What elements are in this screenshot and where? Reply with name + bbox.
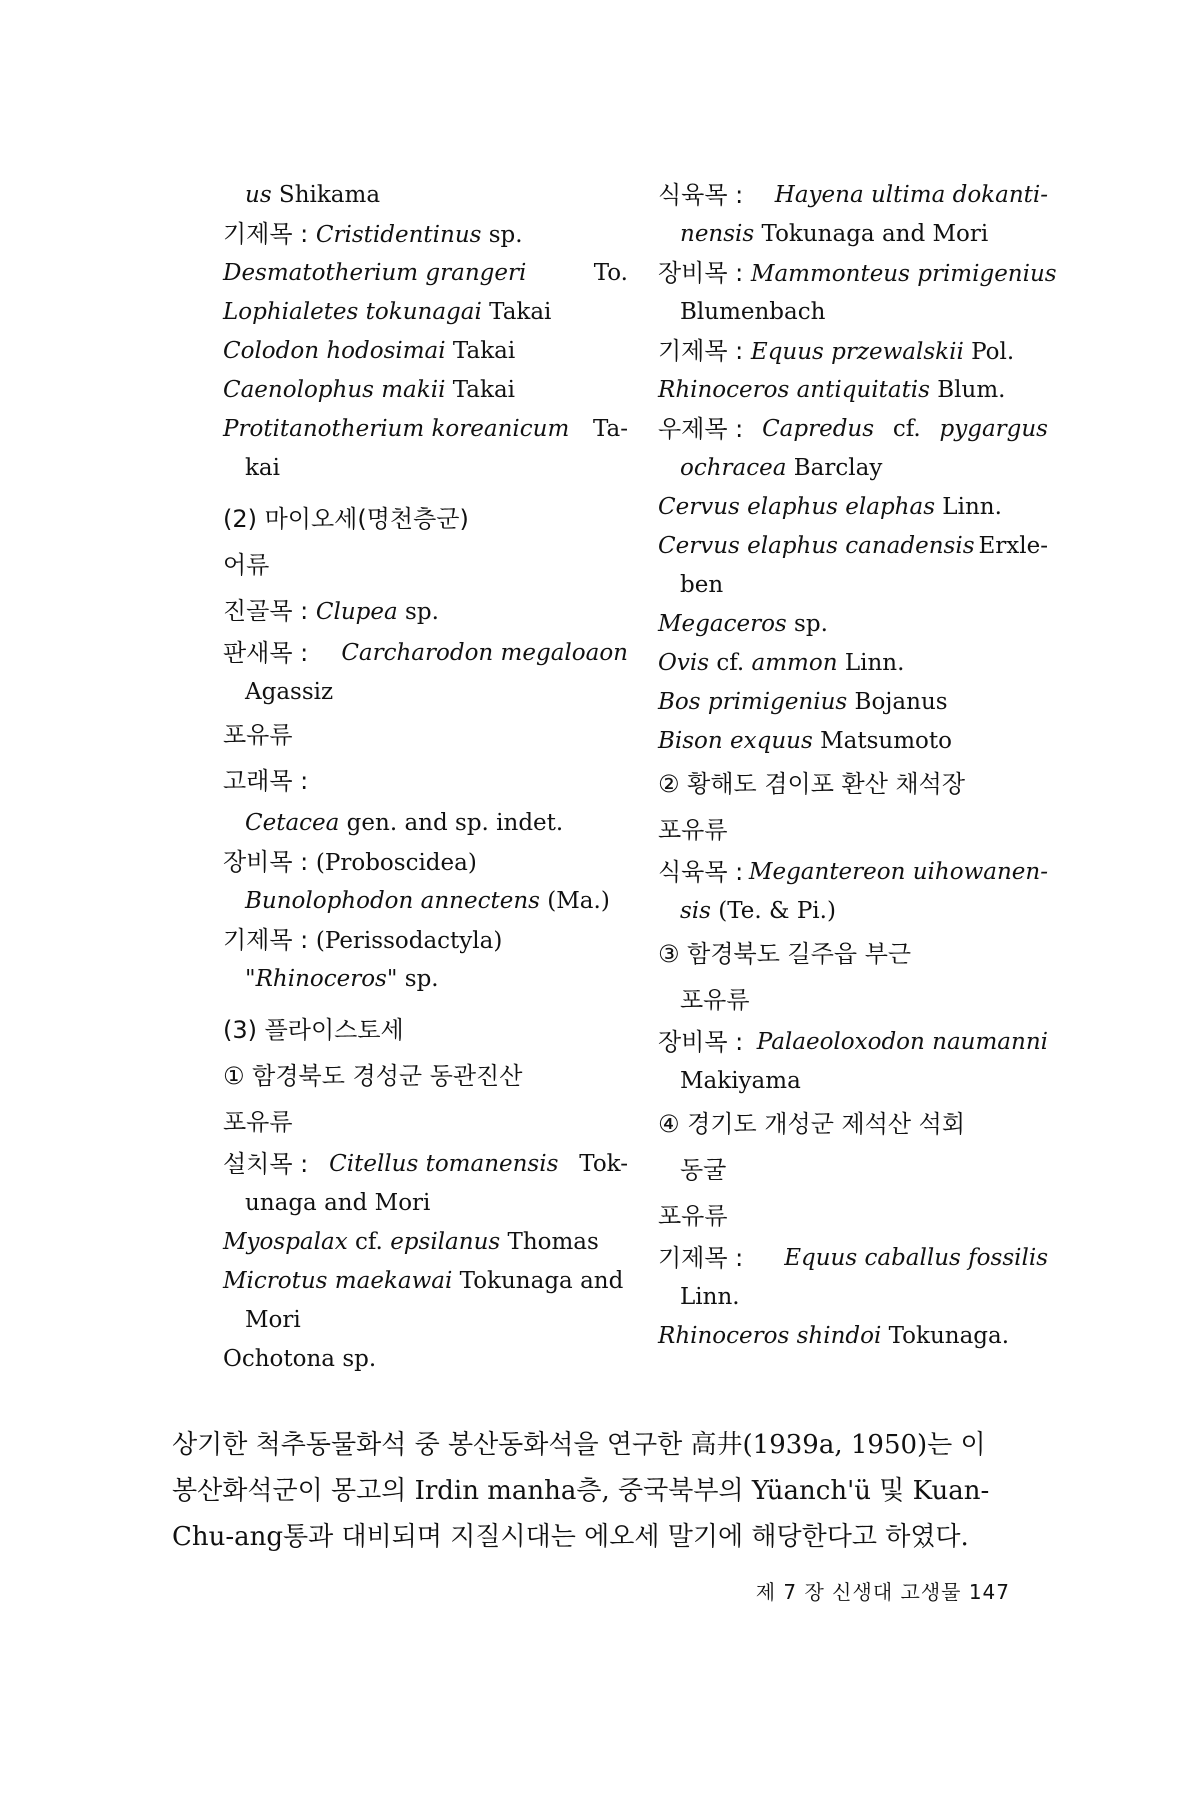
- entry-text: gen. and sp. indet.: [339, 810, 564, 836]
- heading-text: 진골목 :: [223, 597, 316, 625]
- entry-line: [658, 1147, 1048, 1193]
- heading-text: ① 함경북도 경성군 동관진산: [223, 1062, 523, 1090]
- entry-line: [223, 254, 628, 293]
- entry-line: [658, 293, 1048, 332]
- heading-text: ④ 경기도 개성군 제석산 석회: [658, 1110, 966, 1138]
- entry-text: Thomas: [500, 1229, 599, 1255]
- entry-line: [658, 722, 1048, 761]
- entry-line: [658, 410, 1048, 449]
- entry-text: Linn.: [680, 1284, 740, 1310]
- species-name: Cervus elaphus elaphas: [658, 494, 935, 520]
- entry-line: [658, 1062, 1048, 1101]
- entry-line: [658, 449, 1048, 488]
- entry-text: sp.: [397, 599, 439, 625]
- entry-text: Linn.: [935, 494, 1002, 520]
- species-name: Lophialetes tokunagai: [223, 299, 482, 325]
- heading-text: 식육목 :: [658, 181, 744, 209]
- justified-line: [223, 254, 628, 293]
- entry-line: [223, 1262, 628, 1301]
- entry-line: [658, 1317, 1048, 1356]
- heading-text: 어류: [223, 551, 270, 579]
- entry-line: [223, 634, 628, 673]
- species-name: us: [245, 182, 272, 208]
- entry-line: [223, 1340, 628, 1379]
- heading-text: 포유류: [658, 816, 728, 844]
- heading-text: 포유류: [680, 986, 750, 1014]
- species-name: Cervus elaphus canadensis: [658, 533, 975, 559]
- heading-text: 식육목 :: [658, 858, 744, 886]
- page-footer: 제 7 장 신생대 고생물 147: [755, 1580, 1010, 1604]
- entry-text: kai: [245, 455, 281, 481]
- entry-text: Tokunaga.: [881, 1323, 1010, 1349]
- justified-line: [658, 853, 1048, 892]
- entry-line: [223, 843, 628, 882]
- entry-line: [223, 1007, 628, 1053]
- paragraph-line: [172, 1514, 1032, 1560]
- entry-text: Blum.: [929, 377, 1006, 403]
- entry-text: Erxle-: [978, 533, 1048, 559]
- entry-line: [223, 542, 628, 588]
- entry-text: cf.: [347, 1229, 391, 1255]
- heading-text: (2) 마이오세(명천층군): [223, 505, 469, 533]
- heading-text: ③ 함경북도 길주읍 부근: [658, 940, 912, 968]
- entry-text: sp.: [397, 966, 439, 992]
- entry-text: Pol.: [963, 339, 1015, 365]
- entry-line: [658, 892, 1048, 931]
- entry-line: [658, 527, 1048, 566]
- entry-line: [658, 761, 1048, 807]
- species-name: Equus caballus fossilis: [784, 1245, 1048, 1271]
- entry-line: [658, 977, 1048, 1023]
- entry-line: [223, 1184, 628, 1223]
- justified-line: [658, 1023, 1048, 1062]
- heading-text: 포유류: [223, 721, 293, 749]
- heading-text: 기제목 :: [223, 926, 316, 954]
- species-name: sis: [680, 898, 711, 924]
- species-name: Bunolophodon annectens: [245, 888, 540, 914]
- heading-text: 장비목 :: [658, 1028, 744, 1056]
- entry-line: [658, 644, 1048, 683]
- entry-text: Makiyama: [680, 1068, 801, 1094]
- heading-text: 기제목 :: [658, 337, 751, 365]
- entry-line: [223, 332, 628, 371]
- entry-line: [658, 931, 1048, 977]
- species-name: epsilanus: [390, 1229, 501, 1255]
- heading-text: 장비목 :: [223, 848, 316, 876]
- entry-text: Agassiz: [245, 679, 334, 705]
- entry-text: (Te. & Pi.): [710, 898, 836, 924]
- entry-line: [658, 807, 1048, 853]
- entry-text: Ta-: [592, 416, 628, 442]
- entry-text: Linn.: [837, 650, 905, 676]
- entry-line: [223, 1099, 628, 1145]
- entry-line: [223, 293, 628, 332]
- heading-text: 포유류: [658, 1202, 728, 1230]
- entry-line: [223, 1053, 628, 1099]
- entry-line: [658, 1239, 1048, 1278]
- entry-text: (Proboscidea): [315, 850, 477, 876]
- species-name: Microtus maekawai: [223, 1268, 453, 1294]
- justified-line: [658, 410, 1048, 449]
- species-name: Palaeoloxodon naumanni: [756, 1029, 1048, 1055]
- species-name: Bos primigenius: [658, 689, 848, 715]
- entry-line: [223, 1223, 628, 1262]
- species-name: "Rhinoceros": [245, 966, 398, 992]
- entry-line: [223, 588, 628, 634]
- entry-text: Takai: [481, 299, 552, 325]
- entry-line: [223, 921, 628, 960]
- paragraph-line: [172, 1468, 1032, 1514]
- paragraph-line: [172, 1422, 1032, 1468]
- heading-text: 기제목 :: [223, 220, 316, 248]
- entry-line: [658, 605, 1048, 644]
- justified-line: [223, 634, 628, 673]
- species-name: pygargus: [939, 416, 1048, 442]
- entry-text: Takai: [445, 338, 516, 364]
- entry-line: [223, 758, 628, 804]
- justified-line: [658, 176, 1048, 215]
- entry-line: [658, 176, 1048, 215]
- entry-text: Ochotona sp.: [223, 1346, 377, 1372]
- justified-line: [658, 1239, 1048, 1278]
- species-name: ammon: [751, 650, 838, 676]
- entry-line: [658, 683, 1048, 722]
- species-name: Citellus tomanensis: [329, 1151, 559, 1177]
- entry-line: [658, 1101, 1048, 1147]
- entry-line: [223, 804, 628, 843]
- entry-text: Tokunaga and: [452, 1268, 624, 1294]
- species-name: Clupea: [315, 599, 398, 625]
- entry-line: [223, 410, 628, 449]
- entry-text: ben: [680, 572, 724, 598]
- paragraph-text: Chu-ang통과 대비되며 지질시대는 에오세 말기에 해당한다고 하였다.: [172, 1522, 969, 1552]
- entry-text: Bojanus: [847, 689, 948, 715]
- entry-text: Barclay: [786, 455, 883, 481]
- entry-text: Tokunaga and Mori: [754, 221, 989, 247]
- body-paragraph: [172, 1422, 1032, 1560]
- entry-line: [658, 371, 1048, 410]
- justified-line: [223, 1145, 628, 1184]
- species-name: Myospalax: [223, 1229, 348, 1255]
- heading-text: 설치목 :: [223, 1150, 309, 1178]
- paragraph-text: 상기한 척추동물화석 중 봉산동화석을 연구한 高井(1939a, 1950)는 이: [172, 1430, 986, 1460]
- entry-line: [223, 673, 628, 712]
- entry-text: Tok-: [579, 1151, 628, 1177]
- heading-text: 판새목 :: [223, 639, 309, 667]
- species-name: ochracea: [680, 455, 787, 481]
- entry-line: [658, 488, 1048, 527]
- species-name: Colodon hodosimai: [223, 338, 446, 364]
- species-name: Bison exquus: [658, 728, 813, 754]
- entry-text: Blumenbach: [680, 299, 826, 325]
- justified-line: [223, 410, 628, 449]
- entry-line: [658, 1278, 1048, 1317]
- species-name: Megaceros: [658, 611, 787, 637]
- paragraph-text: 봉산화석군이 몽고의 Irdin manha층, 중국북부의 Yüanch'ü 및 Kuan-: [172, 1476, 990, 1506]
- entry-line: [223, 1145, 628, 1184]
- species-name: Caenolophus makii: [223, 377, 446, 403]
- entry-line: [223, 882, 628, 921]
- entry-line: [223, 449, 628, 488]
- entry-line: [223, 712, 628, 758]
- entry-text: Takai: [445, 377, 516, 403]
- entry-text: cf.: [709, 650, 752, 676]
- entry-line: [658, 215, 1048, 254]
- entry-text: (Ma.): [539, 888, 610, 914]
- entry-line: [658, 332, 1048, 371]
- left-column: [223, 176, 628, 1379]
- entry-line: [223, 496, 628, 542]
- entry-line: [658, 1023, 1048, 1062]
- entry-line: [223, 176, 628, 215]
- entry-line: [223, 960, 628, 999]
- entry-text: (Perissodactyla): [315, 928, 503, 954]
- species-name: Desmatotherium grangeri: [223, 260, 527, 286]
- heading-text: 우제목 :: [658, 415, 744, 443]
- entry-line: [223, 215, 628, 254]
- entry-text: Matsumoto: [812, 728, 952, 754]
- species-name: Cetacea: [245, 810, 340, 836]
- entry-text: Shikama: [271, 182, 381, 208]
- species-name: Capredus: [762, 416, 875, 442]
- heading-text: ② 황해도 겸이포 환산 채석장: [658, 770, 966, 798]
- species-name: Hayena ultima dokanti-: [774, 182, 1048, 208]
- heading-text: 포유류: [223, 1108, 293, 1136]
- species-name: Megantereon uihowanen-: [748, 859, 1048, 885]
- species-name: nensis: [680, 221, 755, 247]
- species-name: Mammonteus primigenius: [750, 261, 1057, 287]
- entry-line: [223, 1301, 628, 1340]
- entry-line: [658, 1193, 1048, 1239]
- right-column: [658, 176, 1057, 1356]
- entry-text: cf.: [892, 416, 921, 442]
- entry-line: [223, 371, 628, 410]
- justified-line: [658, 527, 1048, 566]
- species-name: Rhinoceros antiquitatis: [658, 377, 930, 403]
- species-name: Protitanotherium koreanicum: [223, 416, 570, 442]
- heading-text: 동굴: [680, 1156, 727, 1184]
- heading-text: 기제목 :: [658, 1244, 744, 1272]
- heading-text: (3) 플라이스토세: [223, 1016, 404, 1044]
- entry-text: Mori: [245, 1307, 301, 1333]
- species-name: Cristidentinus: [315, 222, 482, 248]
- entry-text: unaga and Mori: [245, 1190, 431, 1216]
- heading-text: 장비목 :: [658, 259, 751, 287]
- entry-text: sp.: [786, 611, 828, 637]
- entry-text: sp.: [481, 222, 523, 248]
- species-name: Equus przewalskii: [750, 339, 964, 365]
- entry-line: [658, 566, 1048, 605]
- heading-text: 고래목 :: [223, 767, 309, 795]
- species-name: Carcharodon megaloaon: [341, 640, 628, 666]
- entry-text: To.: [593, 260, 628, 286]
- entry-line: [658, 853, 1048, 892]
- species-name: Ovis: [658, 650, 710, 676]
- entry-line: [658, 254, 1057, 293]
- species-name: Rhinoceros shindoi: [658, 1323, 882, 1349]
